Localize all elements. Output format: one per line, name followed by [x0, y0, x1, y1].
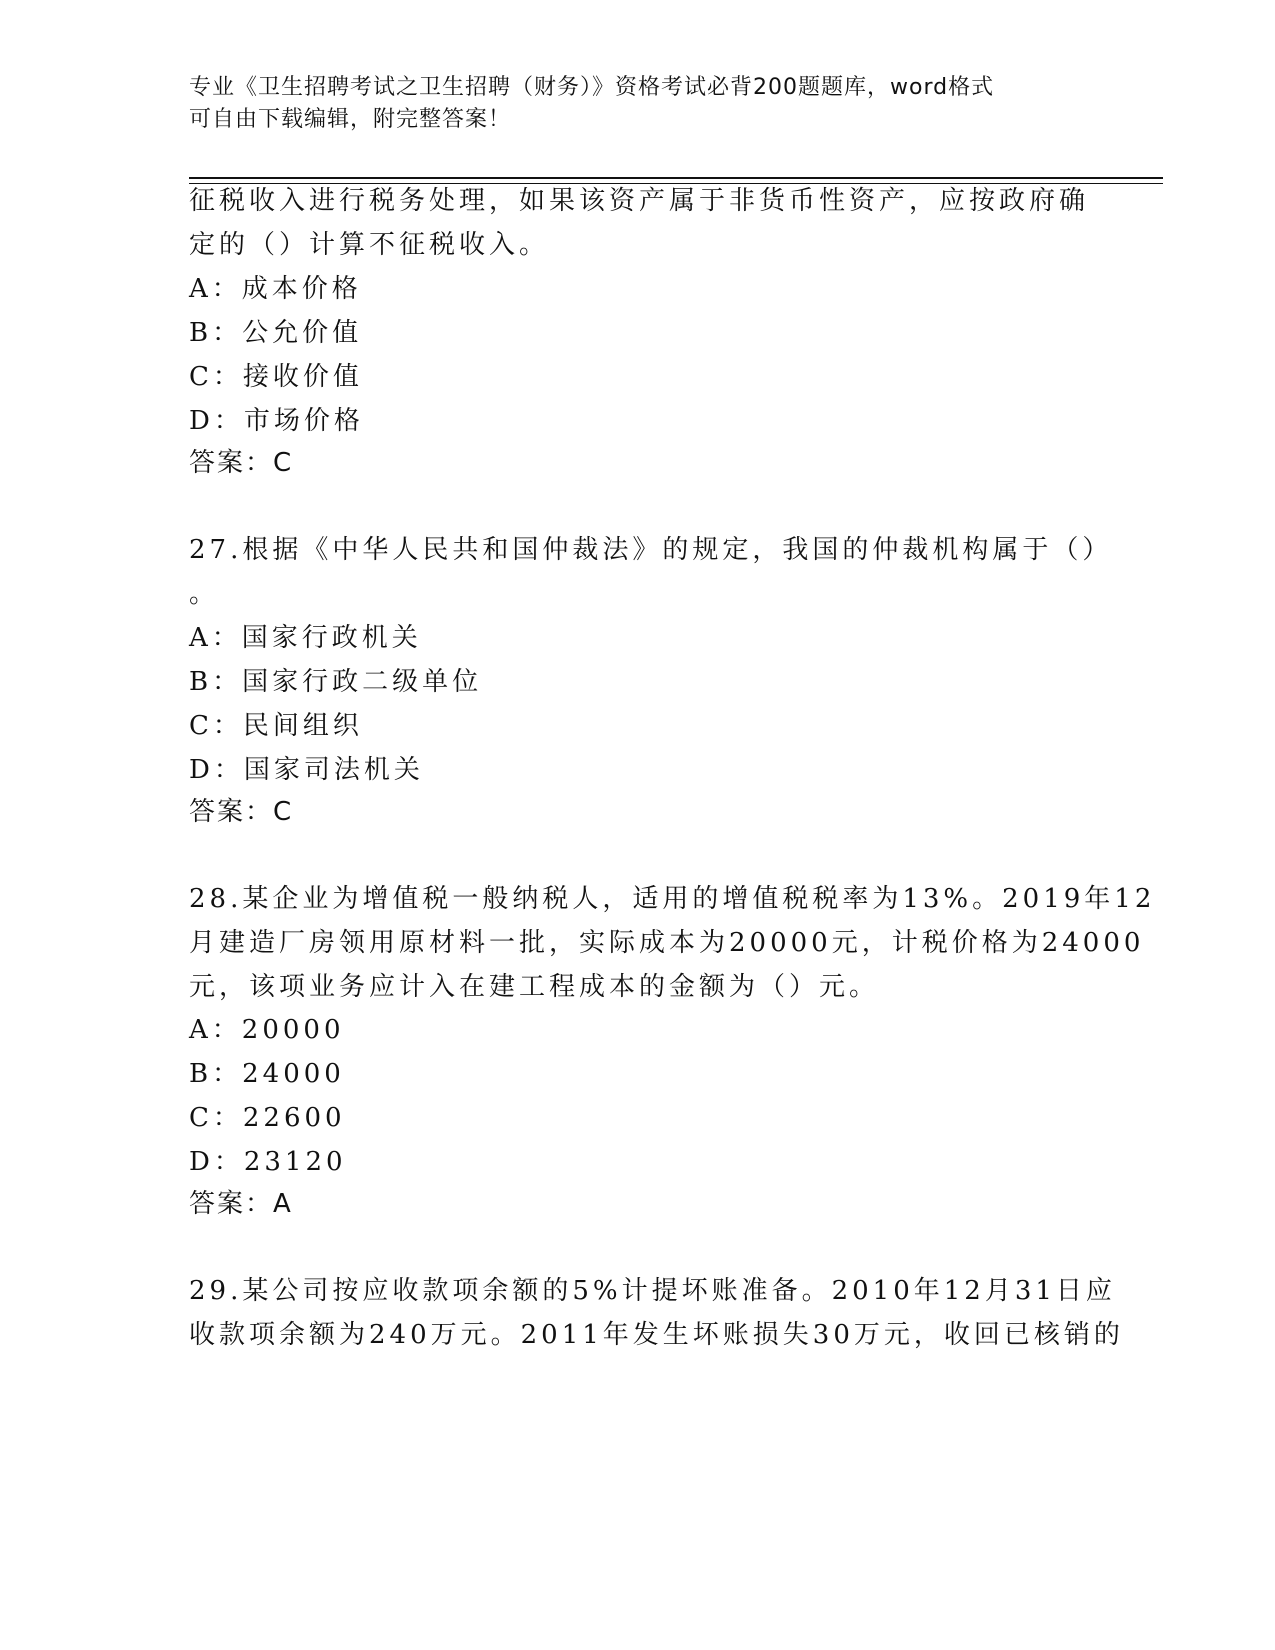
header-line-1: 专业《卫生招聘考试之卫生招聘（财务）》资格考试必背200题题库，word格式: [189, 75, 995, 100]
q29-text-line-1: 29.某公司按应收款项余额的5%计提坏账准备。2010年12月31日应: [189, 1276, 1116, 1306]
header-divider-thick: [189, 177, 1163, 179]
document-header: [189, 72, 1089, 136]
q28-text-line-3: 元，该项业务应计入在建工程成本的金额为（）元。: [189, 972, 880, 1002]
q28-text-line-2: 月建造厂房领用原材料一批，实际成本为20000元，计税价格为24000: [189, 928, 1145, 958]
q27-text-line-1: 27.根据《中华人民共和国仲裁法》的规定，我国的仲裁机构属于（）: [189, 535, 1113, 565]
q26-answer: 答案：C: [189, 448, 294, 478]
q26-option-a: A：成本价格: [189, 274, 362, 304]
header-line-2: 可自由下载编辑，附完整答案！: [189, 107, 512, 132]
q28-option-b: B：24000: [189, 1059, 345, 1089]
q27-option-c: C：民间组织: [189, 711, 363, 741]
q26-text-line-1: 征税收入进行税务处理，如果该资产属于非货币性资产，应按政府确: [189, 186, 1090, 216]
q27-text-line-2: 。: [189, 579, 220, 609]
header-divider-thin: [189, 183, 1163, 184]
q26-option-b: B：公允价值: [189, 318, 363, 348]
q27-option-a: A：国家行政机关: [189, 623, 422, 653]
q28-option-c: C：22600: [189, 1103, 346, 1133]
q28-answer: 答案：A: [189, 1189, 293, 1219]
q27-answer: 答案：C: [189, 797, 294, 827]
q29-text-line-2: 收款项余额为240万元。2011年发生坏账损失30万元，收回已核销的: [189, 1320, 1124, 1350]
q28-text-line-1: 28.某企业为增值税一般纳税人，适用的增值税税率为13%。2019年12: [189, 884, 1156, 914]
q28-option-d: D：23120: [189, 1147, 347, 1177]
q27-option-d: D：国家司法机关: [189, 755, 424, 785]
q26-text-line-2: 定的（）计算不征税收入。: [189, 230, 550, 260]
q27-option-b: B：国家行政二级单位: [189, 667, 483, 697]
q26-option-d: D：市场价格: [189, 406, 364, 436]
q26-option-c: C：接收价值: [189, 362, 363, 392]
q28-option-a: A：20000: [189, 1015, 345, 1045]
